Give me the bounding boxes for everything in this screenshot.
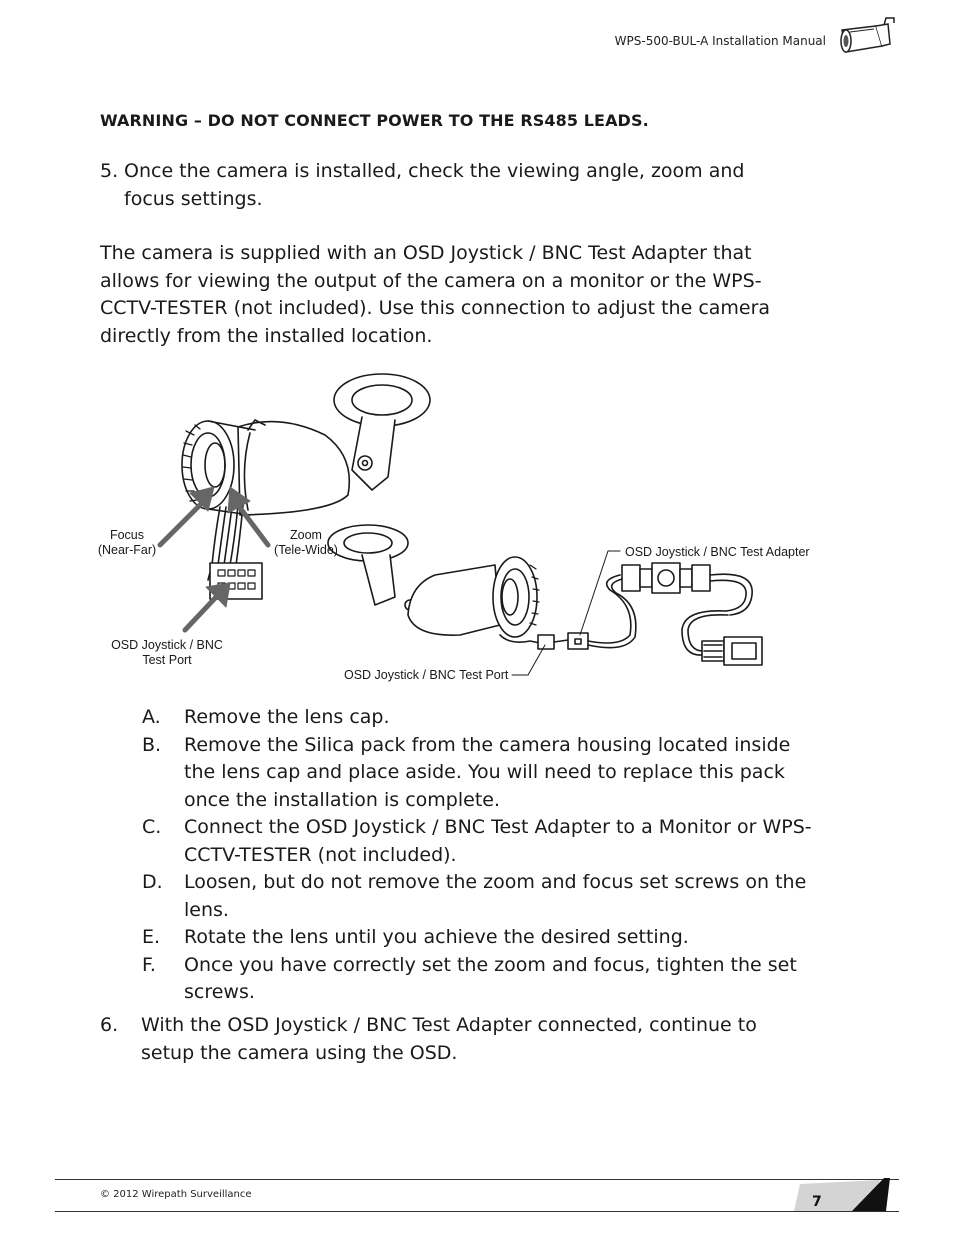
list-text: Once you have correctly set the zoom and focus, tighten the set screws. [184, 953, 797, 1003]
list-item [142, 869, 822, 924]
list-item [142, 924, 822, 952]
left-camera-illustration [182, 374, 430, 599]
page-number: 7 [812, 1194, 822, 1210]
step-5-text: Once the camera is installed, check the viewing angle, zoom and focus settings. [124, 160, 745, 210]
footer-rule-bottom [55, 1211, 899, 1212]
list-text: Loosen, but do not remove the zoom and focus set screws on the lens. [184, 871, 807, 921]
list-text: Remove the Silica pack from the camera housing located inside the lens cap and place aside. You will need to replace this pack once the installation is complete. [184, 733, 791, 811]
test-port-label: OSD Joystick / BNC [111, 638, 223, 652]
zoom-sublabel: (Tele-Wide) [274, 543, 338, 557]
header-title: WPS-500-BUL-A Installation Manual [614, 34, 826, 48]
adjustment-steps-list [142, 704, 822, 1007]
list-marker: C. [142, 816, 162, 838]
focus-sublabel: (Near-Far) [97, 543, 157, 557]
list-text: Rotate the lens until you achieve the desired setting. [184, 926, 689, 948]
page-tab-graphic [790, 1178, 890, 1212]
camera-logo-icon [836, 16, 896, 56]
list-item [142, 732, 822, 815]
list-item [142, 814, 822, 869]
footer-rule-top [55, 1179, 899, 1180]
list-text: Remove the lens cap. [184, 706, 390, 728]
list-marker: E. [142, 926, 161, 948]
footer-copyright: © 2012 Wirepath Surveillance [100, 1189, 252, 1200]
step-5-number: 5. [100, 160, 119, 182]
list-text: Connect the OSD Joystick / BNC Test Adapter to a Monitor or WPS-CCTV-TESTER (not included). [184, 816, 812, 866]
adapter-paragraph: The camera is supplied with an OSD Joystick / BNC Test Adapter that allows for viewing the output of the camera on a monitor or the WPS-CCTV-TESTER (not included). Use this connection to adjust the camera directly from the installed location. [100, 242, 771, 347]
test-adapter-illustration [588, 563, 762, 665]
zoom-label: Zoom [290, 528, 322, 542]
test-adapter-label: OSD Joystick / BNC Test Adapter [625, 545, 810, 559]
step-6-text: With the OSD Joystick / BNC Test Adapter connected, continue to setup the camera using the OSD. [141, 1014, 757, 1064]
bnc-test-port-label: OSD Joystick / BNC Test Port [344, 668, 509, 682]
camera-adjustment-diagram [90, 365, 830, 695]
test-port-sublabel: Test Port [142, 653, 192, 667]
list-marker: F. [142, 953, 156, 976]
step-6-number: 6. [100, 1014, 119, 1036]
list-marker: B. [142, 733, 162, 756]
list-marker: D. [142, 871, 163, 893]
warning-heading: WARNING – DO NOT CONNECT POWER TO THE RS485 LEADS. [100, 111, 649, 130]
list-item [142, 704, 822, 732]
right-camera-illustration [328, 525, 588, 649]
list-item [142, 952, 822, 1007]
list-marker: A. [142, 706, 161, 728]
focus-label: Focus [109, 528, 145, 542]
